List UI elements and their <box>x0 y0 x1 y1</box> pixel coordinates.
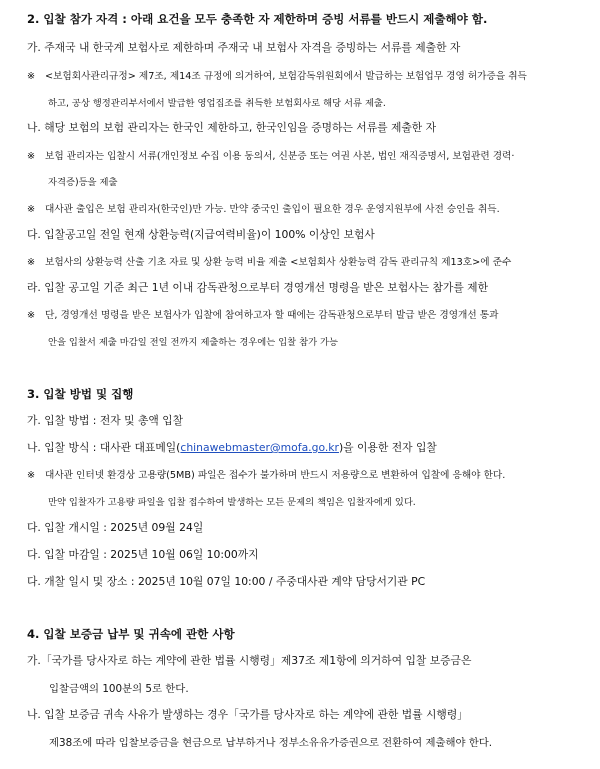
section-2-item-na: 나. 해당 보험의 보험 관리자는 한국인 제한하고, 한국인임을 증명하는 서류를 제출한 자 <box>27 121 437 134</box>
section-3-heading: 3. 입찰 방법 및 집행 <box>27 387 134 401</box>
section-2-item-ga-note-cont: 하고, 공상 행정관리부서에서 발급한 영업집조를 취득한 보험회사로 해당 서류 제출. <box>48 98 386 109</box>
bid-method-label: 나. 입찰 방식 : 대사관 대표메일( <box>27 441 181 454</box>
section-3-bid-start-date: 다. 입찰 개시일 : 2025년 09월 24일 <box>27 521 204 534</box>
section-3-item-na <box>27 440 600 455</box>
section-3-item-na-note-cont: 만약 입찰자가 고용량 파일을 입찰 접수하여 발생하는 모든 문제의 책임은 입찰자에게 있다. <box>48 497 416 508</box>
note-text: <보험회사관리규정> 제7조, 제14조 규정에 의거하여, 보험감독위원회에서 발급하는 보험업무 경영 허가증을 취득 <box>45 71 527 82</box>
section-2-item-na-note-1 <box>27 148 600 162</box>
section-2-item-na-note-1-cont: 자격증)등을 제출 <box>48 177 118 188</box>
reference-mark-icon: ※ <box>27 470 36 481</box>
section-2-item-ga: 가. 주재국 내 한국계 보험사로 제한하며 주재국 내 보험사 자격을 증빙하는 서류를 제출한 자 <box>27 41 461 54</box>
section-2-item-ra-note <box>27 307 600 321</box>
note-text: 단, 경영개선 명령을 받은 보험사가 입찰에 참여하고자 할 때에는 감독관청으로부터 발급 받은 경영개선 통과 <box>45 310 499 321</box>
reference-mark-icon: ※ <box>27 310 36 321</box>
section-3-item-ga: 가. 입찰 방법 : 전자 및 총액 입찰 <box>27 414 184 427</box>
section-2-heading: 2. 입찰 참가 자격 : 아래 요건을 모두 충족한 자 제한하며 증빙 서류를 반드시 제출해야 함. <box>27 12 488 26</box>
section-4-heading: 4. 입찰 보증금 납부 및 귀속에 관한 사항 <box>27 627 235 641</box>
section-2-item-ra-note-cont: 안을 입찰서 제출 마감일 전일 전까지 제출하는 경우에는 입찰 참가 가능 <box>48 337 338 348</box>
embassy-email-link[interactable]: chinawebmaster@mofa.go.kr <box>180 441 339 454</box>
section-3-bid-opening: 다. 개찰 일시 및 장소 : 2025년 10월 07일 10:00 / 주중대사관 계약 담당서기관 PC <box>27 575 426 588</box>
section-4-item-na-cont: 제38조에 따라 입찰보증금을 현금으로 납부하거나 정부소유유가증권으로 전환하여 제출해야 한다. <box>49 737 493 749</box>
note-text: 보험 관리자는 입찰시 서류(개인정보 수집 이용 동의서, 신분증 또는 여권 사본, 법인 재직증명서, 보험관련 경력· <box>45 151 515 162</box>
section-3-item-na-note <box>27 467 600 481</box>
reference-mark-icon: ※ <box>27 257 36 268</box>
section-4-item-ga: 가.「국가를 당사자로 하는 계약에 관한 법률 시행령」제37조 제1항에 의거하여 입찰 보증금은 <box>27 654 472 667</box>
section-2-item-na-note-2 <box>27 201 600 215</box>
reference-mark-icon: ※ <box>27 204 36 215</box>
section-2-item-ga-note <box>27 68 600 82</box>
bid-method-suffix: )을 이용한 전자 입찰 <box>338 441 437 454</box>
section-2-item-ra: 라. 입찰 공고일 기준 최근 1년 이내 감독관청으로부터 경영개선 명령을 받은 보험사는 참가를 제한 <box>27 281 489 294</box>
note-text: 대사관 인터넷 환경상 고용량(5MB) 파일은 접수가 불가하며 반드시 저용량으로 변환하여 입찰에 응해야 한다. <box>45 470 506 481</box>
section-2-item-da-note <box>27 254 600 268</box>
note-text: 대사관 출입은 보험 관리자(한국인)만 가능. 만약 중국인 출입이 필요한 경우 운영지원부에 사전 승인을 취득. <box>45 204 500 215</box>
section-3-bid-deadline: 다. 입찰 마감일 : 2025년 10월 06일 10:00까지 <box>27 548 259 561</box>
reference-mark-icon: ※ <box>27 151 36 162</box>
note-text: 보험사의 상환능력 산출 기초 자료 및 상환 능력 비율 제출 <보험회사 상환능력 감독 관리규칙 제13호>에 준수 <box>45 257 512 268</box>
reference-mark-icon: ※ <box>27 71 36 82</box>
section-4-item-ga-cont: 입찰금액의 100분의 5로 한다. <box>49 683 189 695</box>
section-4-item-na: 나. 입찰 보증금 귀속 사유가 발생하는 경우「국가를 당사자로 하는 계약에 관한 법률 시행령」 <box>27 708 469 721</box>
section-2-item-da: 다. 입찰공고일 전일 현재 상환능력(지급여력비율)이 100% 이상인 보험사 <box>27 228 375 241</box>
